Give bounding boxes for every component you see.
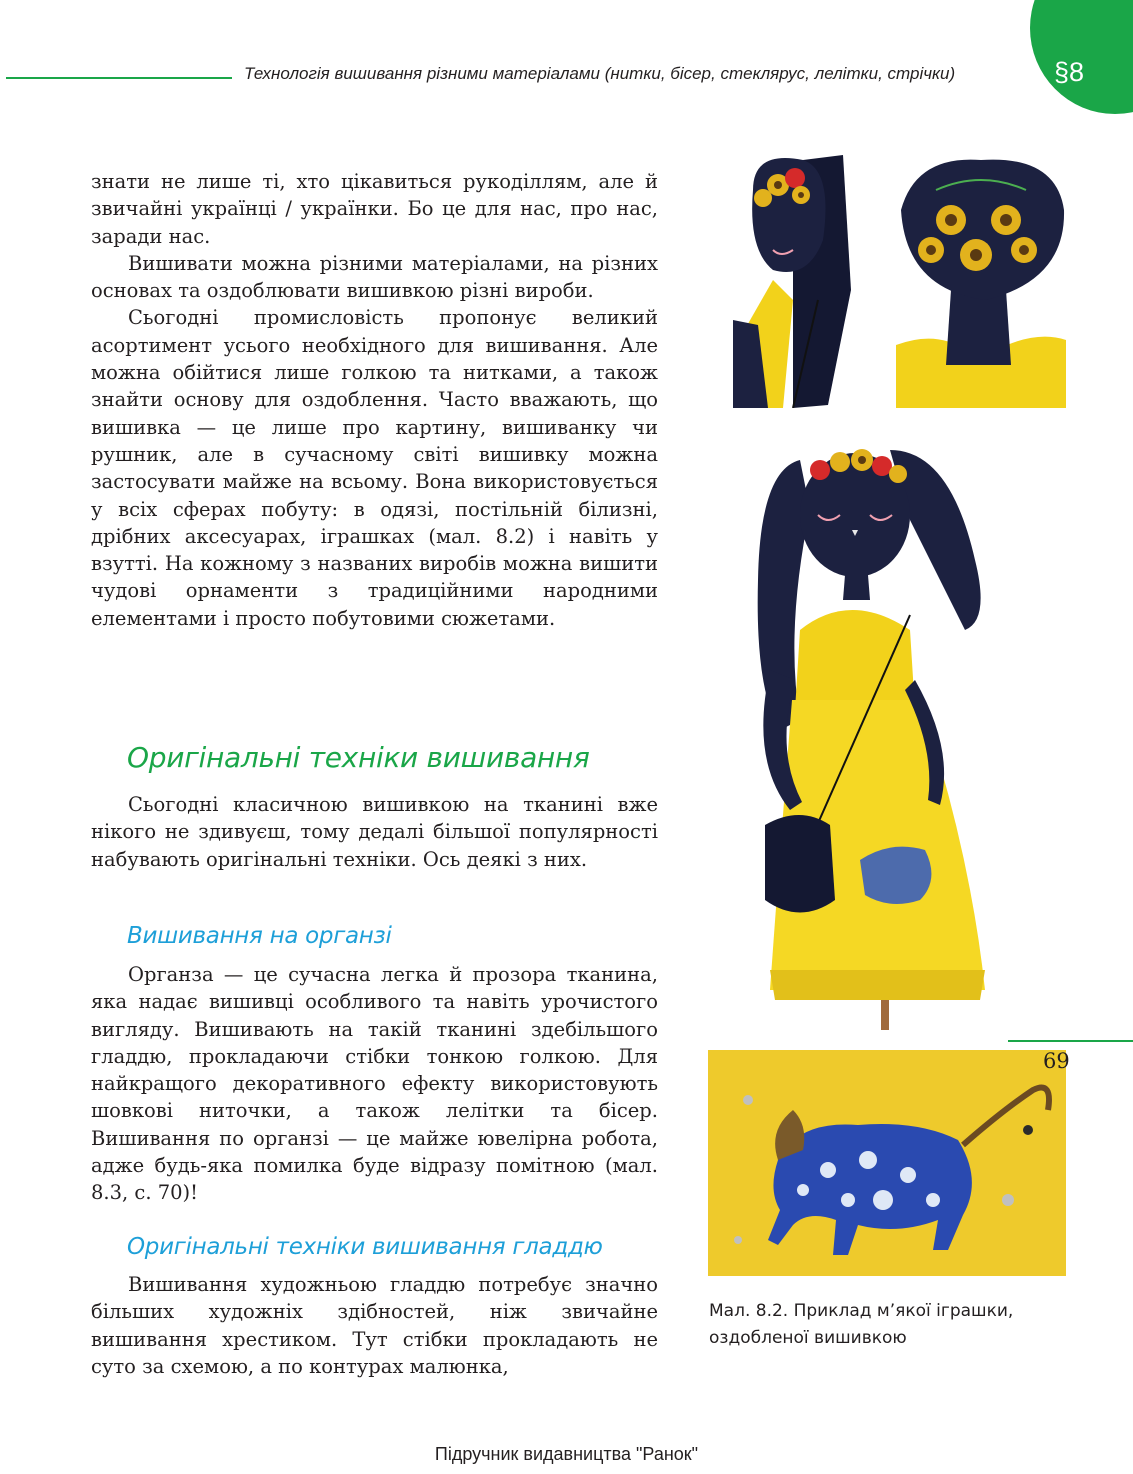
photo-toy-head-side [733,150,878,408]
section-number: §8 [1054,57,1085,87]
satin-stitch-paragraph: Вишивання художньою гладдю потребує значно більших художніх здібностей, ніж звичайне вишивання хрестиком. Тут стібки прокладають не суто за схемою, а по контурах малюнка, [91,1273,658,1378]
figure-caption [709,1298,1079,1352]
intro-text [91,168,658,632]
figure-caption-line-1: Мал. 8.2. Приклад м’якої іграшки, [709,1301,1014,1321]
publisher-note: Підручник видавництва "Ранок" [434,1444,699,1464]
heading-original-techniques: Оригінальні техніки вишивання [127,741,590,774]
intro-paragraph-2: Вишивати можна різними матеріалами, на різних основах та оздоблювати вишивкою різні вироби. [91,251,658,303]
photo-embroidery-closeup [708,1050,1066,1276]
heading-organza: Вишивання на органзі [127,923,392,949]
organza-text [91,961,658,1207]
satin-stitch-text [91,1271,658,1380]
page-number: 69 [1043,1049,1070,1073]
running-title: Технологія вишивання різними матеріалами (нитки, бісер, стеклярус, лелітки, стрічки) [244,64,956,83]
original-techniques-paragraph: Сьогодні класичною вишивкою на тканині вже нікого не здивуєш, тому дедалі більшої популярності набувають оригінальні техніки. Ось деякі з них. [91,793,658,871]
intro-paragraph-1: знати не лише ті, хто цікавиться рукоділлям, але й звичайні українці / українки. Бо це для нас, про нас, заради нас. [91,170,658,248]
header-rule [6,77,232,79]
heading-satin-stitch: Оригінальні техніки вишивання гладдю [127,1234,603,1260]
toy-head-side-illustration [733,150,878,408]
organza-paragraph: Органза — це сучасна легка й прозора тканина, яка надає вишивці особливого та навіть урочистого вигляду. Вишивають на такій тканині здебільшого гладдю, прокладаючи стібки тонкою голкою. Для найкращого декоративного ефекту використовують шовкові ниточки, а також лелітки та бісер. Вишивання по органзі — це майже ювелірна робота, адже будь-яка помилка буде відразу помітною (мал. 8.3, с. 70)! [91,963,658,1205]
photo-toy-head-back [896,150,1066,408]
figure-caption-line-2: оздобленої вишивкою [709,1328,907,1348]
original-techniques-text [91,791,658,873]
embroidery-closeup-illustration [708,1050,1066,1276]
toy-full-illustration [740,430,990,1030]
toy-head-back-illustration [896,150,1066,408]
photo-toy-full [740,430,990,1030]
footer-rule [1008,1040,1133,1042]
intro-paragraph-3: Сьогодні промисловість пропонує великий асортимент усього необхідного для вишивання. Але можна обійтися лише голкою та нитками, а також знайти основу для оздоблення. Часто вважають, що вишивка — це лише про картину, вишиванку чи рушник, але в сучасному світі вишивку можна застосувати майже на всьому. Вона використовується у всіх сферах побуту: в одязі, постільній білизні, дрібних аксесуарах, іграшках (мал. 8.2) і навіть у взутті. На кожному з названих виробів можна вишити чудові орнаменти з традиційними народними елементами і просто побутовими сюжетами. [91,306,658,630]
